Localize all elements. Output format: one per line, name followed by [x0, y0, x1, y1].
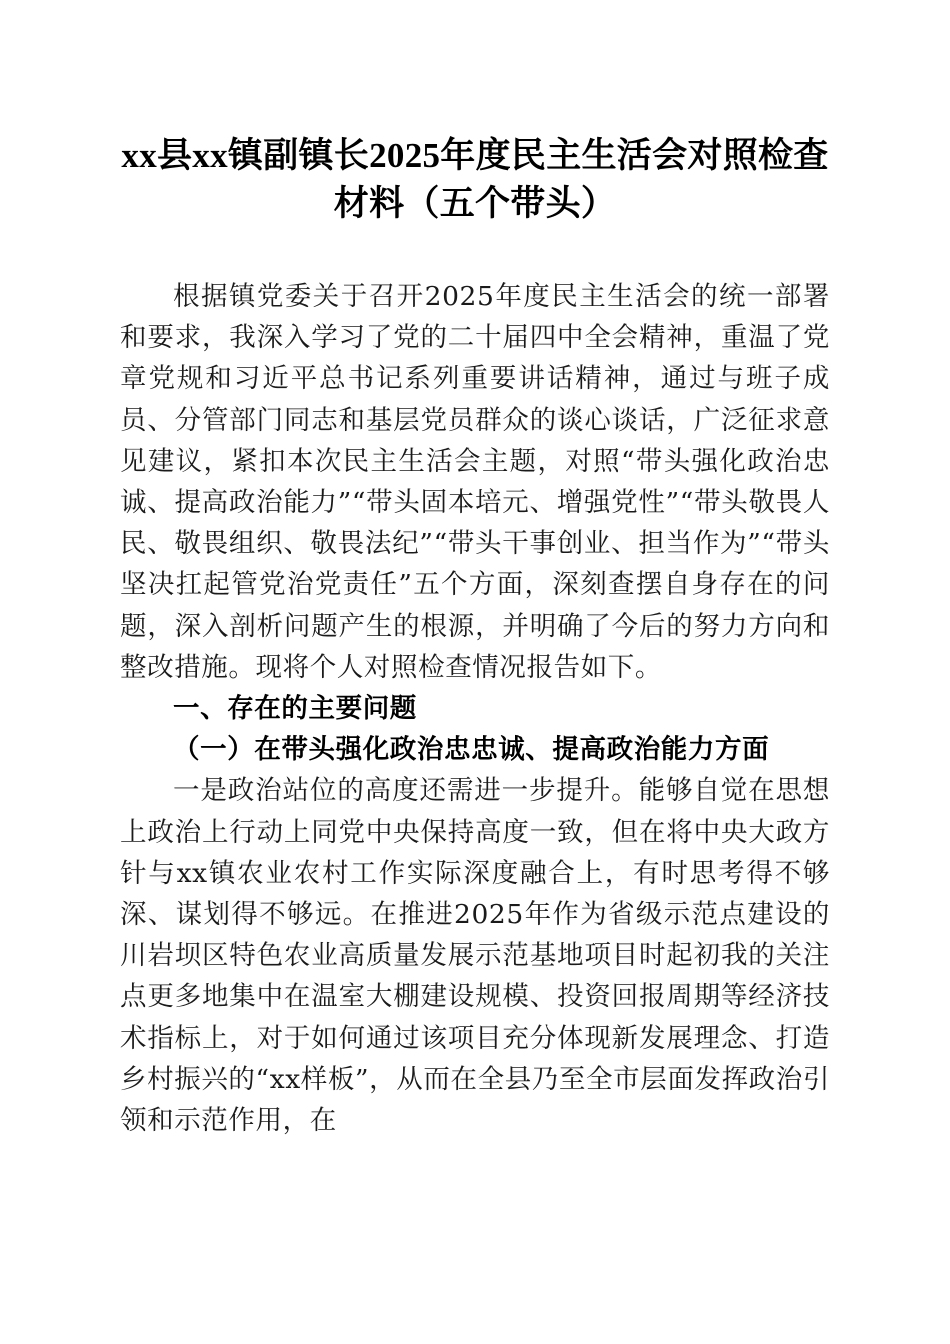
document-title: xx县xx镇副镇长2025年度民主生活会对照检查材料（五个带头）: [121, 136, 829, 223]
title-spacer: [120, 228, 830, 276]
section-heading-main-problems: 一、存在的主要问题: [173, 693, 417, 724]
opening-paragraph: 根据镇党委关于召开2025年度民主生活会的统一部署和要求，我深入学习了党的二十届四中全会精神，重温了党章党规和习近平总书记系列重要讲话精神，通过与班子成员、分管部门同志和基层党员群众的谈心谈话，广泛征求意见建议，紧扣本次民主生活会主题，对照“带头强化政治忠诚、提高政治能力”“带头固本培元、增强党性”“带头敬畏人民、敬畏组织、敬畏法纪”“带头干事创业、担当作为”“带头坚决扛起管党治党责任”五个方面，深刻查摆自身存在的问题，深入剖析问题产生的根源，并明确了今后的努力方向和整改措施。现将个人对照检查情况报告如下。: [120, 281, 830, 683]
body-paragraph-political-standing: 一是政治站位的高度还需进一步提升。能够自觉在思想上政治上行动上同党中央保持高度一致，但在将中央大政方针与xx镇农业农村工作实际深度融合上，有时思考得不够深、谋划得不够远。在推进2025年作为省级示范点建设的川岩坝区特色农业高质量发展示范基地项目时起初我的关注点更多地集中在温室大棚建设规模、投资回报周期等经济技术指标上，对于如何通过该项目充分体现新发展理念、打造乡村振兴的“xx样板”，从而在全县乃至全市层面发挥政治引领和示范作用，在: [120, 775, 830, 1137]
document-content-column: [120, 0, 830, 1141]
subsection-heading-political-loyalty: （一）在带头强化政治忠忠诚、提高政治能力方面: [173, 734, 770, 766]
